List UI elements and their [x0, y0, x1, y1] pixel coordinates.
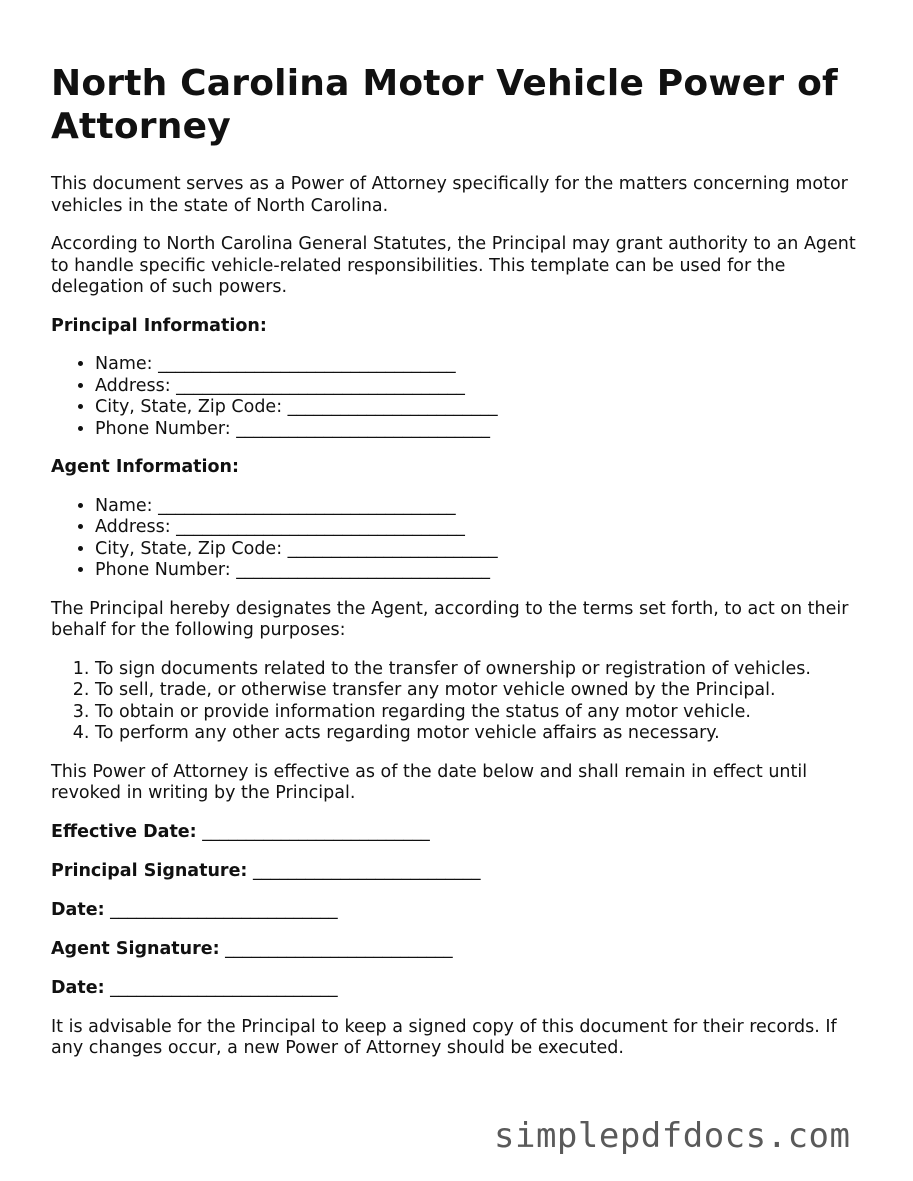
- principal-signature-label: Principal Signature:: [51, 860, 248, 881]
- principal-info-list: [51, 354, 871, 440]
- principal-info-heading: Principal Information:: [51, 315, 267, 336]
- purpose-item: 1. To sign documents related to the transfer of ownership or registration of vehicles.: [95, 659, 871, 681]
- purpose-item: 3. To obtain or provide information regarding the status of any motor vehicle.: [95, 702, 871, 724]
- purpose-item: 2. To sell, trade, or otherwise transfer any motor vehicle owned by the Principal.: [95, 680, 871, 702]
- effective-date-line: [51, 822, 871, 844]
- agent-phone-field: • Phone Number: _____________________________: [95, 560, 871, 582]
- document-title: North Carolina Motor Vehicle Power of Attorney: [51, 63, 838, 147]
- agent-name-field: • Name: __________________________________: [95, 496, 871, 518]
- principal-city-state-zip-field: • City, State, Zip Code: ________________________: [95, 397, 871, 419]
- closing-paragraph: It is advisable for the Principal to keep a signed copy of this document for their records. If any changes occur, a new Power of Attorney should be executed.: [51, 1016, 837, 1058]
- principal-date-line: [51, 900, 871, 922]
- principal-signature-line: [51, 861, 871, 883]
- agent-signature-label: Agent Signature:: [51, 938, 220, 959]
- document-page: [51, 62, 871, 1077]
- purpose-item: 4. To perform any other acts regarding motor vehicle affairs as necessary.: [95, 723, 871, 745]
- agent-info-heading: Agent Information:: [51, 457, 239, 477]
- agent-signature-line: [51, 939, 871, 961]
- agent-address-field: • Address: _________________________________: [95, 517, 871, 539]
- purposes-list: [51, 659, 871, 745]
- agent-date-label: Date:: [51, 977, 105, 998]
- principal-name-field: • Name: __________________________________: [95, 354, 871, 376]
- principal-phone-field: • Phone Number: _____________________________: [95, 419, 871, 441]
- agent-date-line: [51, 978, 871, 1000]
- agent-info-list: [51, 496, 871, 582]
- principal-signature-blank: __________________________: [247, 860, 481, 881]
- principal-date-blank: __________________________: [104, 899, 338, 920]
- effective-date-label: Effective Date:: [51, 821, 197, 842]
- effective-statement: This Power of Attorney is effective as of the date below and shall remain in effect until revoked in writing by the Principal.: [51, 761, 808, 803]
- principal-date-label: Date:: [51, 899, 105, 920]
- designation-paragraph: The Principal hereby designates the Agent, according to the terms set forth, to act on their behalf for the following purposes:: [51, 598, 849, 640]
- effective-date-blank: __________________________: [196, 821, 430, 842]
- principal-address-field: • Address: _________________________________: [95, 376, 871, 398]
- intro-paragraph: This document serves as a Power of Attorney specifically for the matters concerning motor vehicles in the state of North Carolina.: [51, 174, 848, 216]
- agent-city-state-zip-field: • City, State, Zip Code: ________________________: [95, 539, 871, 561]
- agent-date-blank: __________________________: [104, 977, 338, 998]
- agent-signature-blank: __________________________: [219, 938, 453, 959]
- watermark: simplepdfdocs.com: [494, 1116, 851, 1156]
- statutes-paragraph: According to North Carolina General Statutes, the Principal may grant authority to an Agent to handle specific vehicle-related responsibilities. This template can be used for the delegation of such powers.: [51, 234, 856, 297]
